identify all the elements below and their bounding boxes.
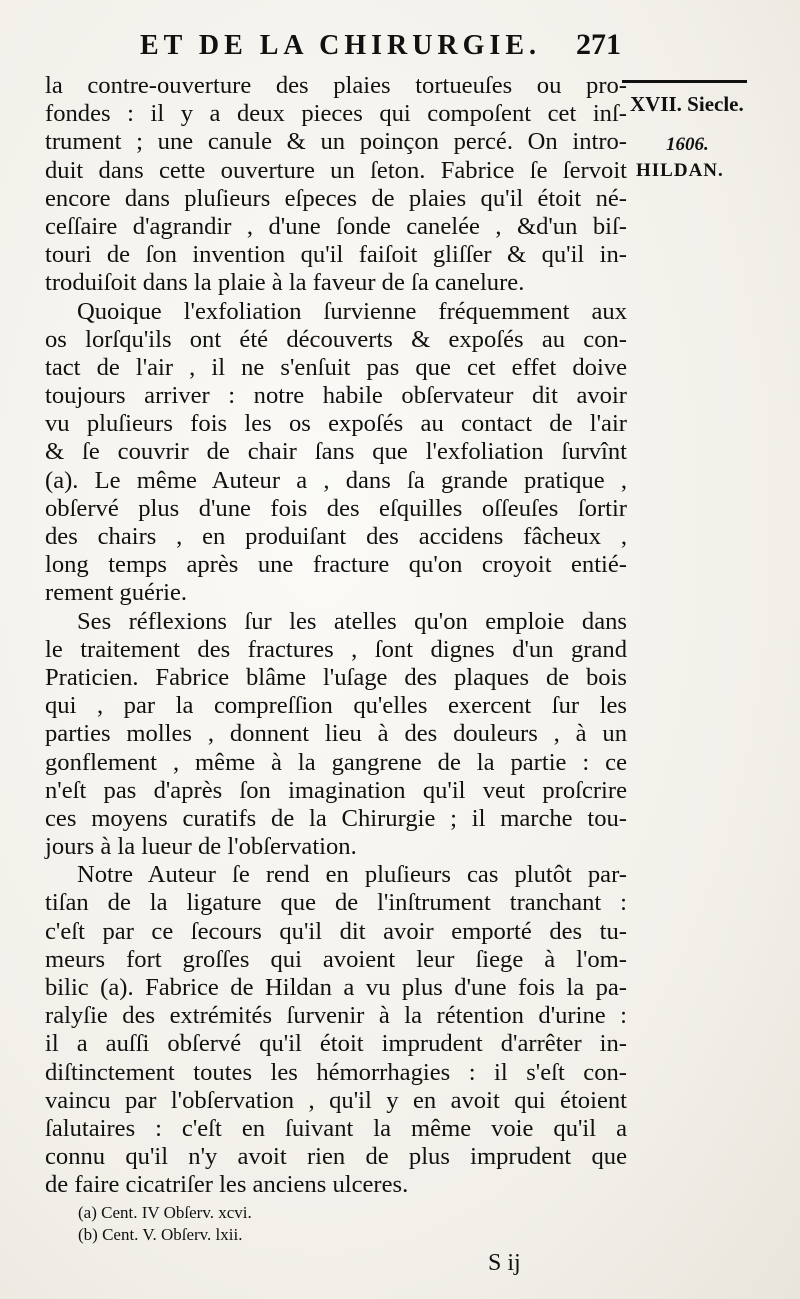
footnotes bbox=[78, 1202, 578, 1246]
text-line: vaincu par l'obſervation , qu'il y en avoit qui étoient bbox=[45, 1086, 627, 1114]
text-line: ceſſaire d'agrandir , d'une ſonde canelée , &d'un biſ- bbox=[45, 212, 627, 240]
text-line: diſtinctement toutes les hémorrhagies : il s'eſt con- bbox=[45, 1058, 627, 1086]
text-line: Notre Auteur ſe rend en pluſieurs cas plutôt par- bbox=[77, 861, 627, 889]
text-line: connu qu'il n'y avoit rien de plus imprudent que bbox=[45, 1143, 627, 1171]
text-line: bilic (a). Fabrice de Hildan a vu plus d'une fois la pa- bbox=[45, 974, 627, 1001]
margin-year: 1606. bbox=[666, 134, 709, 155]
text-line: Ses réflexions ſur les atelles qu'on emploie dans bbox=[77, 607, 627, 635]
text-line: parties molles , donnent lieu à des douleurs , à un bbox=[45, 720, 627, 748]
margin-century: XVII. Siecle. bbox=[630, 92, 744, 116]
text-line: (a). Le même Auteur a , dans ſa grande pratique , bbox=[45, 466, 627, 494]
text-line: meurs fort groſſes qui avoient leur ſiege à l'om- bbox=[45, 945, 627, 973]
text-line: n'eſt pas d'après ſon imagination qu'il veut proſcrire bbox=[45, 776, 627, 804]
margin-author-name: HILDAN. bbox=[636, 160, 724, 181]
text-line: ralyſie des extrémités ſurvenir à la rétention d'urine : bbox=[45, 1002, 627, 1030]
text-line: la contre-ouverture des plaies tortueuſes ou pro- bbox=[45, 72, 627, 99]
body-text bbox=[45, 72, 627, 1200]
text-line: ces moyens curatifs de la Chirurgie ; il marche tou- bbox=[45, 804, 627, 832]
text-line: tact de l'air , il ne s'enſuit pas que cet effet doive bbox=[45, 353, 627, 381]
text-line: tiſan de la ligature que de l'inſtrument tranchant : bbox=[45, 889, 627, 917]
text-line: le traitement des fractures , ſont dignes d'un grand bbox=[45, 635, 627, 663]
footnote: (a) Cent. IV Obſerv. xcvi. bbox=[78, 1203, 252, 1222]
margin-rule bbox=[622, 80, 747, 83]
text-line: touri de ſon invention qu'il faiſoit gliſſer & qu'il in- bbox=[45, 241, 627, 269]
text-line: trument ; une canule & un poinçon percé. On intro- bbox=[45, 128, 627, 156]
text-line: & ſe couvrir de chair ſans que l'exfoliation ſurvînt bbox=[45, 438, 627, 466]
text-line: jours à la lueur de l'obſervation. bbox=[45, 833, 357, 861]
text-line: obſervé plus d'une fois des eſquilles oſſeuſes ſortir bbox=[45, 494, 627, 522]
text-line: ſalutaires : c'eſt en ſuivant la même voie qu'il a bbox=[45, 1114, 627, 1142]
text-line: gonflement , même à la gangrene de la partie : ce bbox=[45, 748, 627, 776]
text-line: Quoique l'exfoliation ſurvienne fréquemment aux bbox=[77, 297, 627, 325]
text-line: fondes : il y a deux pieces qui compoſent cet inſ- bbox=[45, 100, 627, 128]
text-line: des chairs , en produiſant des accidens fâcheux , bbox=[45, 523, 627, 550]
footnote: (b) Cent. V. Obſerv. lxii. bbox=[78, 1225, 243, 1244]
signature-mark: S ij bbox=[488, 1250, 521, 1276]
running-head: ET DE LA CHIRURGIE. bbox=[140, 30, 542, 61]
text-line: long temps après une fracture qu'on croyoit entié- bbox=[45, 551, 627, 579]
text-line: os lorſqu'ils ont été découverts & expoſés au con- bbox=[45, 325, 627, 353]
text-line: vu pluſieurs fois les os expoſés au contact de l'air bbox=[45, 410, 627, 438]
text-line: c'eſt par ce ſecours qu'il dit avoir emporté des tu- bbox=[45, 917, 627, 945]
text-line: encore dans pluſieurs eſpeces de plaies qu'il étoit né- bbox=[45, 184, 627, 212]
text-line: toujours arriver : notre habile obſervateur dit avoir bbox=[45, 382, 627, 410]
text-line: qui , par la compreſſion qu'elles exercent ſur les bbox=[45, 692, 627, 720]
text-line: il a auſſi obſervé qu'il étoit imprudent d'arrêter in- bbox=[45, 1030, 627, 1058]
text-line: rement guérie. bbox=[45, 579, 188, 607]
text-line: troduiſoit dans la plaie à la faveur de ſa canelure. bbox=[45, 269, 525, 297]
text-line: duit dans cette ouverture un ſeton. Fabrice ſe ſervoit bbox=[45, 156, 627, 184]
page-number: 271 bbox=[576, 28, 621, 61]
page-header bbox=[90, 28, 630, 68]
text-line: de faire cicatriſer les anciens ulceres. bbox=[45, 1171, 409, 1199]
text-line: Praticien. Fabrice blâme l'uſage des plaques de bois bbox=[45, 663, 627, 691]
